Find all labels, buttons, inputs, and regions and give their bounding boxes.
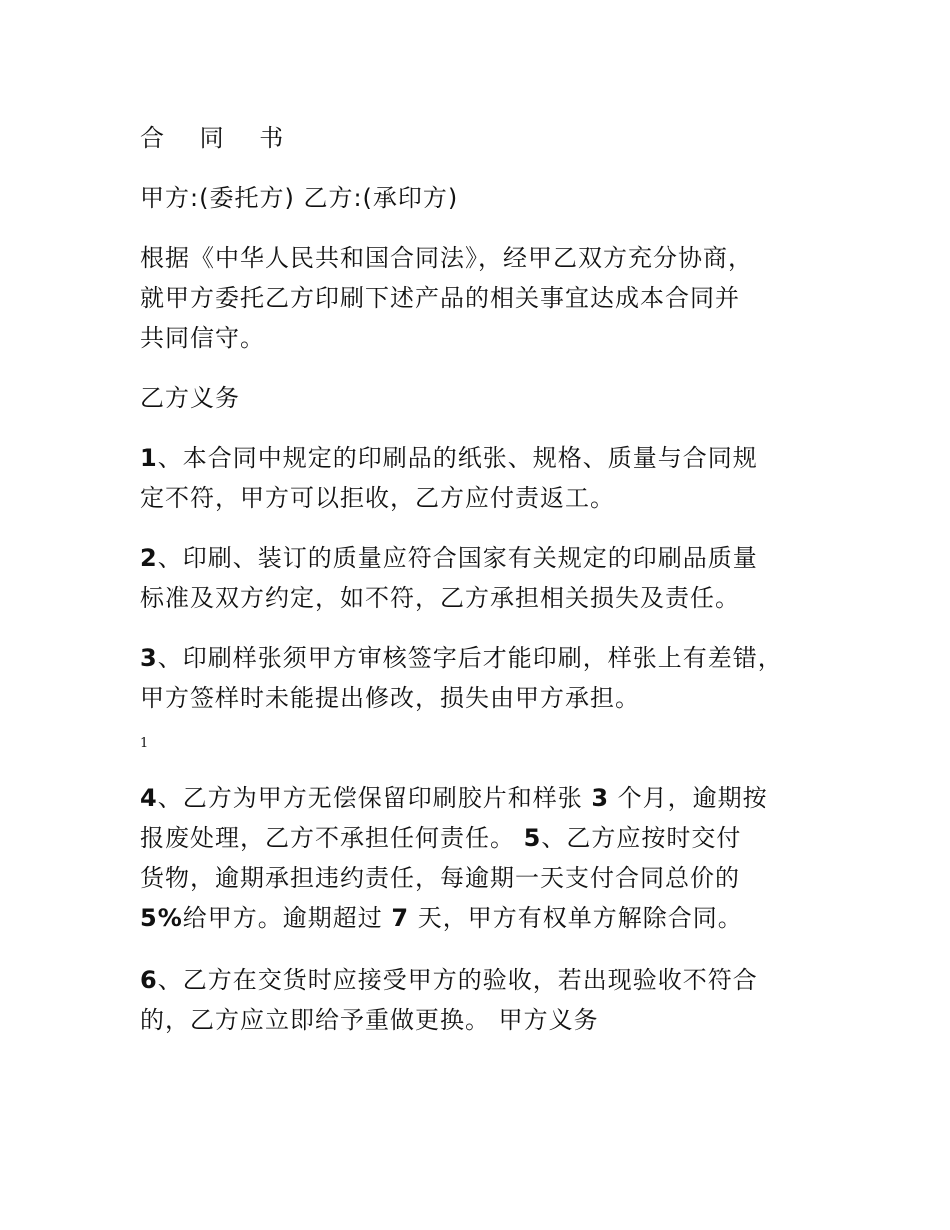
clause-2-line-1	[140, 538, 758, 578]
months-value: 3	[591, 784, 610, 812]
clause-4-line-1	[140, 778, 768, 818]
clause-5-line-2: 货物，逾期承担违约责任，每逾期一天支付合同总价的	[140, 864, 740, 892]
clause-number: 6	[140, 966, 158, 994]
clause-4-line-2	[140, 818, 741, 858]
intro-line-3: 共同信守。	[140, 324, 265, 352]
days-value: 7	[391, 904, 410, 932]
clause-5-line-3	[140, 898, 743, 938]
intro-line-2: 就甲方委托乙方印刷下述产品的相关事宜达成本合同并	[140, 284, 740, 312]
clause-number: 2	[140, 544, 158, 572]
clause-3-line-2: 甲方签样时未能提出修改，损失由甲方承担。	[140, 684, 640, 712]
clause-6-line-1	[140, 960, 758, 1000]
clause-1-line-1	[140, 438, 758, 478]
clause-text: 、印刷样张须甲方审核签字后才能印刷，样张上有差错，	[157, 644, 783, 672]
document-title: 合 同 书	[140, 124, 298, 152]
clause-text: 个月，逾期按	[609, 784, 768, 812]
clause-number: 5	[523, 824, 542, 852]
clause-text: 、本合同中规定的印刷品的纸张、规格、质量与合同规	[157, 444, 758, 472]
clause-number: 3	[140, 644, 158, 672]
clause-text: 、乙方为甲方无偿保留印刷胶片和样张	[157, 784, 592, 812]
clause-number: 4	[140, 784, 158, 812]
page-number: 1	[140, 736, 149, 751]
clause-2-line-2: 标准及双方约定，如不符，乙方承担相关损失及责任。	[140, 584, 740, 612]
section-heading-party-b: 乙方义务	[140, 384, 240, 412]
clause-text: 、乙方在交货时应接受甲方的验收，若出现验收不符合	[157, 966, 758, 994]
penalty-percent: 5%	[140, 904, 183, 932]
clause-text: 、印刷、装订的质量应符合国家有关规定的印刷品质量	[157, 544, 758, 572]
clause-6-line-2: 的，乙方应立即给予重做更换。 甲方义务	[140, 1006, 599, 1034]
clause-number: 1	[140, 444, 158, 472]
clause-1-line-2: 定不符，甲方可以拒收，乙方应付责返工。	[140, 484, 615, 512]
clause-text: 给甲方。逾期超过	[182, 904, 392, 932]
clause-text: 报废处理，乙方不承担任何责任。	[140, 824, 524, 852]
clause-text: 天，甲方有权单方解除合同。	[409, 904, 743, 932]
clause-3-line-1	[140, 638, 783, 678]
intro-line-1: 根据《中华人民共和国合同法》，经甲乙双方充分协商，	[140, 244, 753, 272]
clause-text: 、乙方应按时交付	[541, 824, 742, 852]
parties-line: 甲方:(委托方) 乙方:(承印方)	[140, 184, 459, 212]
